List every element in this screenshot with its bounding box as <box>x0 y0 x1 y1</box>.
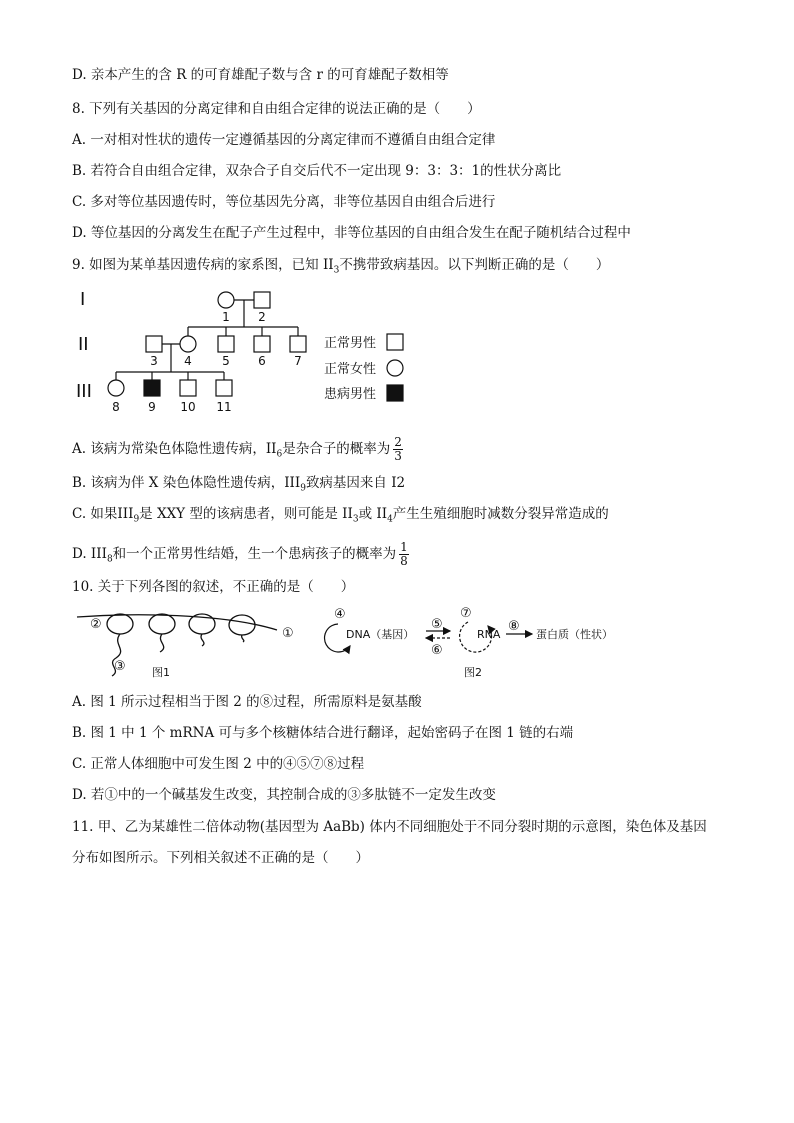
pedigree-id-3: 3 <box>150 354 158 368</box>
pedigree-id-8: 8 <box>112 400 120 414</box>
legend-normal-female-label: 正常女性 <box>324 362 377 377</box>
pedigree-iii10-male <box>180 380 196 396</box>
pedigree-id-11: 11 <box>216 400 232 414</box>
q9-option-d: D. $III_8$和一个正常男性结婚，生一个患病孩子的概率为 $\frac{1}{8}$ <box>72 540 408 568</box>
legend-affected-male-label: 患病男性 <box>324 387 377 402</box>
pedigree-i1-female <box>218 292 234 308</box>
pedigree-id-2: 2 <box>258 310 266 324</box>
ribosome-1 <box>107 614 133 634</box>
pedigree-iii11-male <box>216 380 232 396</box>
polypeptide-chain-tiny <box>242 635 244 642</box>
generation-label-ii: II <box>78 334 89 355</box>
generation-label-iii: III <box>76 381 92 402</box>
pedigree-iii9-affected-male <box>144 380 160 396</box>
dna-gene-label: DNA（基因） <box>346 628 415 641</box>
q9-option-b: B. 该病为伴 X 染色体隐性遗传病，$III_9$致病基因来自 I2 <box>72 475 406 494</box>
q8-option-b: B. 若符合自由组合定律，双杂合子自交后代不一定出现 9：3：3：1的性状分离比 <box>72 163 562 179</box>
polypeptide-chain-short <box>201 634 204 646</box>
pedigree-id-9: 9 <box>148 400 156 414</box>
q8-option-d: D. 等位基因的分离发生在配子产生过程中，非等位基因的自由组合发生在配子随机结合过程中 <box>72 225 631 241</box>
q10-option-c: C. 正常人体细胞中可发生图 2 中的④⑤⑦⑧过程 <box>72 756 365 772</box>
q7-option-d: D. 亲本产生的含 R 的可育雄配子数与含 r 的可育雄配子数相等 <box>72 67 449 83</box>
pedigree-id-1: 1 <box>222 310 230 324</box>
q8-stem: 8. 下列有关基因的分离定律和自由组合定律的说法正确的是（ ） <box>72 101 481 117</box>
fig1-label-2: ② <box>90 617 102 632</box>
protein-trait-label: 蛋白质（性状） <box>536 628 613 641</box>
legend-affected-male-symbol <box>387 385 403 401</box>
generation-label-i: I <box>80 289 86 310</box>
figure-2-central-dogma <box>320 600 630 682</box>
fig2-label-6: ⑥ <box>431 643 443 658</box>
figure-1-translation <box>72 600 312 682</box>
q9-stem: 9. 如图为某单基因遗传病的家系图，已知 $II_3$不携带致病基因。以下判断正确的是（ ） <box>72 257 610 276</box>
pedigree-id-6: 6 <box>258 354 266 368</box>
fig1-label-1: ① <box>282 626 294 641</box>
q9-option-c: C. 如果$III_9$是 XXY 型的该病患者，则可能是 $II_3$或 $II_4$产生生殖细胞时减数分裂异常造成的 <box>72 506 609 525</box>
pedigree-ii7-male <box>290 336 306 352</box>
q9-option-a: A. 该病为常染色体隐性遗传病，$II_6$是杂合子的概率为 $\frac{2}{3}$ <box>72 435 402 463</box>
q8-option-a: A. 一对相对性状的遗传一定遵循基因的分离定律而不遵循自由组合定律 <box>72 132 496 148</box>
legend-normal-male-label: 正常男性 <box>324 336 377 351</box>
fraction-one-eighth: $\frac{1}{8}$ <box>400 540 408 568</box>
q10-option-b: B. 图 1 中 1 个 mRNA 可与多个核糖体结合进行翻译，起始密码子在图 1 链的右端 <box>72 725 574 741</box>
q10-stem: 10. 关于下列各图的叙述，不正确的是（ ） <box>72 579 355 595</box>
pedigree-ii4-female <box>180 336 196 352</box>
pedigree-chart <box>70 282 420 418</box>
q11-stem-line-1: 11. 甲、乙为某雄性二倍体动物(基因型为 AaBb) 体内不同细胞处于不同分裂时期的示意图，染色体及基因 <box>72 819 707 835</box>
q8-option-c: C. 多对等位基因遗传时，等位基因先分离，非等位基因自由组合后进行 <box>72 194 496 210</box>
pedigree-ii6-male <box>254 336 270 352</box>
fraction-two-thirds: $\frac{2}{3}$ <box>394 435 402 463</box>
ribosome-2 <box>149 614 175 634</box>
fig2-label-7: ⑦ <box>460 606 472 621</box>
fig2-label-8: ⑧ <box>508 619 520 634</box>
pedigree-iii8-female <box>108 380 124 396</box>
pedigree-ii5-male <box>218 336 234 352</box>
legend-normal-male-symbol <box>387 334 403 350</box>
q10-option-d: D. 若①中的一个碱基发生改变，其控制合成的③多肽链不一定发生改变 <box>72 787 496 803</box>
figure-2-caption: 图2 <box>464 666 482 679</box>
pedigree-ii3-male <box>146 336 162 352</box>
fig2-label-4: ④ <box>334 607 346 622</box>
pedigree-id-4: 4 <box>184 354 192 368</box>
pedigree-id-7: 7 <box>294 354 302 368</box>
legend-normal-female-symbol <box>387 360 403 376</box>
ribosome-4 <box>229 615 255 635</box>
pedigree-id-10: 10 <box>180 400 196 414</box>
pedigree-i2-male <box>254 292 270 308</box>
figure-1-caption: 图1 <box>152 666 170 679</box>
fig2-label-5: ⑤ <box>431 617 443 632</box>
q11-stem-line-2: 分布如图所示。下列相关叙述不正确的是（ ） <box>72 850 369 866</box>
pedigree-id-5: 5 <box>222 354 230 368</box>
rna-label: RNA <box>477 628 501 641</box>
fig1-label-3: ③ <box>114 659 126 674</box>
q10-option-a: A. 图 1 所示过程相当于图 2 的⑧过程，所需原料是氨基酸 <box>72 694 422 710</box>
polypeptide-chain-medium <box>160 634 164 652</box>
